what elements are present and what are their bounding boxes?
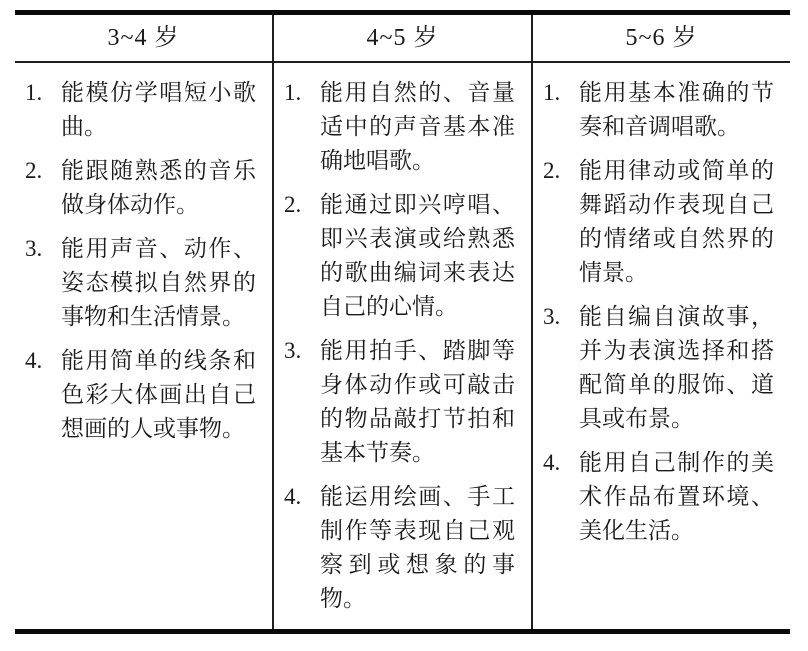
list-item — [284, 188, 515, 324]
list-item — [25, 344, 256, 446]
item-number: 3. — [25, 236, 43, 261]
item-number: 2. — [25, 158, 43, 183]
item-text: 能用律动或简单的舞蹈动作表现自己的情绪或自然界的情景。 — [579, 158, 774, 285]
item-number: 4. — [25, 348, 43, 373]
table-header-row — [15, 15, 790, 63]
item-text: 能跟随熟悉的音乐做身体动作。 — [61, 158, 256, 217]
item-text: 能用简单的线条和色彩大体画出自己想画的人或事物。 — [61, 348, 256, 441]
item-text: 能用自然的、音量适中的声音基本准确地唱歌。 — [320, 80, 515, 173]
list-item — [543, 300, 774, 436]
column-cell-age-5-6 — [531, 63, 790, 629]
item-number: 4. — [284, 484, 302, 509]
column-header-age-5-6: 5~6 岁 — [531, 15, 790, 61]
list-item — [543, 446, 774, 548]
item-text: 能模仿学唱短小歌曲。 — [61, 80, 256, 139]
list-item — [284, 76, 515, 178]
column-cell-age-3-4 — [15, 63, 272, 629]
list-item — [284, 480, 515, 616]
list-item — [25, 154, 256, 222]
item-number: 1. — [284, 80, 302, 105]
item-number: 1. — [543, 80, 561, 105]
item-number: 2. — [284, 192, 302, 217]
list-item — [25, 232, 256, 334]
item-text: 能运用绘画、手工制作等表现自己观察到或想象的事物。 — [320, 484, 515, 611]
item-text: 能自编自演故事，并为表演选择和搭配简单的服饰、道具或布景。 — [579, 304, 774, 431]
item-number: 4. — [543, 450, 561, 475]
item-text: 能用拍手、踏脚等身体动作或可敲击的物品敲打节拍和基本节奏。 — [320, 338, 515, 465]
list-item — [543, 154, 774, 290]
item-number: 3. — [284, 338, 302, 363]
column-header-age-4-5: 4~5 岁 — [272, 15, 531, 61]
list-item — [284, 334, 515, 470]
list-item — [543, 76, 774, 144]
item-text: 能用声音、动作、姿态模拟自然界的事物和生活情景。 — [61, 236, 256, 329]
item-text: 能用基本准确的节奏和音调唱歌。 — [579, 80, 774, 139]
table-body-row — [15, 63, 790, 629]
list-item — [25, 76, 256, 144]
item-number: 1. — [25, 80, 43, 105]
item-text: 能通过即兴哼唱、即兴表演或给熟悉的歌曲编词来表达自己的心情。 — [320, 192, 515, 319]
item-text: 能用自己制作的美术作品布置环境、美化生活。 — [579, 450, 774, 543]
item-number: 3. — [543, 304, 561, 329]
item-number: 2. — [543, 158, 561, 183]
column-cell-age-4-5 — [272, 63, 531, 629]
column-header-age-3-4: 3~4 岁 — [107, 25, 180, 51]
age-development-table — [15, 10, 790, 634]
